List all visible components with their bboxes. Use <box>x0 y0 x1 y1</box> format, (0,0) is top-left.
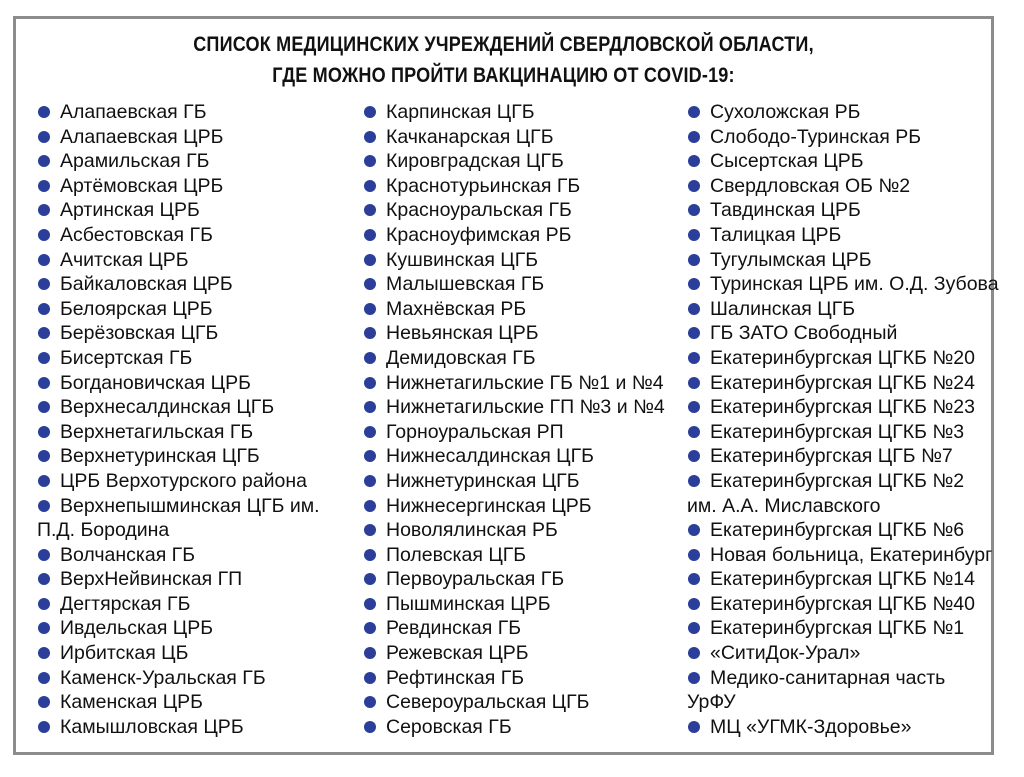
list-item <box>363 592 665 617</box>
list-item <box>363 272 665 297</box>
list-item <box>37 592 320 617</box>
list-frame <box>13 16 999 755</box>
title-line-2: ГДЕ МОЖНО ПРОЙТИ ВАКЦИНАЦИЮ ОТ COVID-19: <box>272 64 735 87</box>
list-item <box>37 666 320 691</box>
bullet-icon <box>688 622 700 634</box>
list-item-label: Краснотурьинская ГБ <box>386 174 581 197</box>
list-item <box>687 321 999 346</box>
list-item-label: Качканарская ЦГБ <box>386 125 554 148</box>
list-item-label: Екатеринбургская ЦГКБ №3 <box>710 420 965 443</box>
bullet-icon <box>38 622 50 634</box>
list-item <box>363 715 665 740</box>
list-item <box>687 518 999 543</box>
bullet-icon <box>38 426 50 438</box>
list-item-label: Нижнесалдинская ЦГБ <box>386 445 594 468</box>
list-item-label: Свердловская ОБ №2 <box>710 174 911 197</box>
list-item-label: Екатеринбургская ЦГКБ №20 <box>710 346 975 369</box>
column-1 <box>37 100 320 739</box>
bullet-icon <box>364 278 376 290</box>
bullet-icon <box>688 573 700 585</box>
bullet-icon <box>364 303 376 315</box>
bullet-icon <box>364 131 376 143</box>
bullet-icon <box>38 450 50 462</box>
list-item-label: Серовская ГБ <box>386 715 512 738</box>
list-item-label: Екатеринбургская ЦГБ №7 <box>710 445 953 468</box>
list-item <box>37 198 320 223</box>
list-item <box>687 395 999 420</box>
list-item-label: Сухоложская РБ <box>710 101 861 123</box>
list-item <box>37 346 320 371</box>
list-item-label: Камышловская ЦРБ <box>60 715 244 738</box>
list-item-label: Волчанская ГБ <box>60 543 196 566</box>
bullet-icon <box>38 131 50 143</box>
list-item <box>363 543 665 568</box>
bullet-icon <box>688 672 700 684</box>
list-item <box>37 100 320 125</box>
list-item-label: Байкаловская ЦРБ <box>60 273 233 296</box>
list-item-label: Сысертская ЦРБ <box>710 150 864 173</box>
list-item <box>687 346 999 371</box>
bullet-icon <box>688 475 700 487</box>
list-item <box>687 272 999 297</box>
bullet-icon <box>688 155 700 167</box>
column-3 <box>687 100 999 739</box>
list-item <box>687 543 999 568</box>
bullet-icon <box>364 229 376 241</box>
list-item <box>37 567 320 592</box>
list-item <box>37 518 320 543</box>
list-item-label: Каменск-Уральская ГБ <box>60 666 266 689</box>
list-item-label: Верхнепышминская ЦГБ им. <box>60 494 320 517</box>
list-item <box>363 149 665 174</box>
list-item-label: Демидовская ГБ <box>386 346 536 369</box>
list-item-label: Ревдинская ГБ <box>386 617 522 640</box>
bullet-icon <box>38 573 50 585</box>
list-item <box>37 469 320 494</box>
bullet-icon <box>38 204 50 216</box>
list-item-label: Нижнетуринская ЦГБ <box>386 469 580 492</box>
title-line-1: СПИСОК МЕДИЦИНСКИХ УЧРЕЖДЕНИЙ СВЕРДЛОВСКОЙ ОБЛАСТИ, <box>193 33 814 56</box>
list-item <box>363 223 665 248</box>
list-item <box>363 444 665 469</box>
bullet-icon <box>688 401 700 413</box>
list-item <box>363 616 665 641</box>
list-item-label: Екатеринбургская ЦГКБ №2 <box>710 469 965 492</box>
bullet-icon <box>364 549 376 561</box>
list-item-label: Ирбитская ЦБ <box>60 642 189 665</box>
list-item <box>687 494 999 519</box>
list-item <box>37 494 320 519</box>
bullet-icon <box>364 475 376 487</box>
list-item-label: Махнёвская РБ <box>386 297 527 320</box>
bullet-icon <box>364 672 376 684</box>
bullet-icon <box>364 721 376 733</box>
list-item <box>37 223 320 248</box>
list-item-label: Рефтинская ГБ <box>386 666 525 689</box>
list-item-label: Ивдельская ЦРБ <box>60 617 214 640</box>
list-item <box>37 174 320 199</box>
list-item <box>363 297 665 322</box>
list-item <box>37 616 320 641</box>
list-item-label: Слободо-Туринская РБ <box>710 125 922 148</box>
list-item <box>363 518 665 543</box>
list-item-label: Горноуральская РП <box>386 420 564 443</box>
list-item-label: Артёмовская ЦРБ <box>60 174 224 197</box>
list-item <box>687 444 999 469</box>
list-item <box>363 690 665 715</box>
list-item <box>37 248 320 273</box>
bullet-icon <box>364 647 376 659</box>
list-item <box>37 272 320 297</box>
bullet-icon <box>688 229 700 241</box>
list-item <box>363 567 665 592</box>
bullet-icon <box>364 622 376 634</box>
list-item-label: Алапаевская ЦРБ <box>60 125 224 148</box>
list-item-label: Верхнетуринская ЦГБ <box>60 445 260 468</box>
bullet-icon <box>38 180 50 192</box>
bullet-icon <box>364 426 376 438</box>
list-item <box>37 420 320 445</box>
bullet-icon <box>364 500 376 512</box>
list-item-label: Алапаевская ГБ <box>60 101 207 123</box>
list-item-label: П.Д. Бородина <box>37 519 170 542</box>
list-item <box>687 100 999 125</box>
list-item <box>363 641 665 666</box>
list-item-label: Верхнетагильская ГБ <box>60 420 254 443</box>
page-title <box>84 29 923 91</box>
bullet-icon <box>364 450 376 462</box>
bullet-icon <box>38 549 50 561</box>
list-item <box>37 297 320 322</box>
bullet-icon <box>364 180 376 192</box>
list-item-label: Полевская ЦГБ <box>386 543 527 566</box>
list-item <box>687 567 999 592</box>
list-item <box>363 395 665 420</box>
list-item-label: Карпинская ЦГБ <box>386 101 535 123</box>
list-item-label: Екатеринбургская ЦГКБ №23 <box>710 396 975 419</box>
bullet-icon <box>38 278 50 290</box>
bullet-icon <box>688 647 700 659</box>
bullet-icon <box>364 352 376 364</box>
bullet-icon <box>688 106 700 118</box>
list-item <box>37 715 320 740</box>
list-item-label: Артинская ЦРБ <box>60 199 200 222</box>
list-item <box>687 371 999 396</box>
bullet-icon <box>38 721 50 733</box>
list-item <box>37 641 320 666</box>
list-item-label: Тугулымская ЦРБ <box>710 248 872 271</box>
bullet-icon <box>688 549 700 561</box>
bullet-icon <box>688 131 700 143</box>
list-item-label: Новая больница, Екатеринбург <box>710 543 993 566</box>
list-item-label: УрФУ <box>687 691 736 714</box>
list-item <box>37 543 320 568</box>
list-item <box>687 641 999 666</box>
list-item-label: Верхнесалдинская ЦГБ <box>60 396 275 419</box>
list-item-label: Нижнетагильские ГБ №1 и №4 <box>386 371 664 394</box>
list-item-label: Туринская ЦРБ им. О.Д. Зубова <box>710 273 999 296</box>
list-item <box>37 149 320 174</box>
bullet-icon <box>364 524 376 536</box>
list-item <box>687 469 999 494</box>
bullet-icon <box>364 598 376 610</box>
list-item <box>37 395 320 420</box>
bullet-icon <box>38 303 50 315</box>
list-item-label: Нижнесергинская ЦРБ <box>386 494 592 517</box>
list-item-label: Екатеринбургская ЦГКБ №6 <box>710 519 965 542</box>
list-item <box>37 444 320 469</box>
list-item-label: ГБ ЗАТО Свободный <box>710 322 898 345</box>
list-item <box>363 100 665 125</box>
bullet-icon <box>688 278 700 290</box>
list-item-label: Богдановичская ЦРБ <box>60 371 251 394</box>
list-item <box>363 346 665 371</box>
list-item-label: ВерхНейвинская ГП <box>60 568 243 591</box>
list-item <box>37 321 320 346</box>
bullet-icon <box>364 327 376 339</box>
list-item-label: Екатеринбургская ЦГКБ №24 <box>710 371 975 394</box>
list-item-label: Малышевская ГБ <box>386 273 545 296</box>
list-item <box>687 715 999 740</box>
list-item-label: Каменская ЦРБ <box>60 691 203 714</box>
list-item-label: Красноуральская ГБ <box>386 199 572 222</box>
bullet-icon <box>688 377 700 389</box>
bullet-icon <box>688 254 700 266</box>
bullet-icon <box>38 475 50 487</box>
list-item-label: Шалинская ЦГБ <box>710 297 856 320</box>
list-item-label: Невьянская ЦРБ <box>386 322 539 345</box>
list-item-label: Кушвинская ЦГБ <box>386 248 539 271</box>
list-item-label: Талицкая ЦРБ <box>710 223 842 246</box>
list-item <box>687 616 999 641</box>
bullet-icon <box>38 598 50 610</box>
list-item-label: Екатеринбургская ЦГКБ №1 <box>710 617 965 640</box>
list-item <box>687 420 999 445</box>
bullet-icon <box>364 254 376 266</box>
list-item-label: Дегтярская ГБ <box>60 592 191 615</box>
bullet-icon <box>688 598 700 610</box>
list-item <box>687 297 999 322</box>
list-item <box>363 420 665 445</box>
list-item-label: Режевская ЦРБ <box>386 642 529 665</box>
list-item <box>363 469 665 494</box>
list-item-label: Белоярская ЦРБ <box>60 297 213 320</box>
list-item-label: «СитиДок-Урал» <box>710 642 861 665</box>
bullet-icon <box>38 229 50 241</box>
list-item <box>363 666 665 691</box>
bullet-icon <box>38 352 50 364</box>
list-item <box>37 690 320 715</box>
list-item <box>363 125 665 150</box>
bullet-icon <box>38 254 50 266</box>
bullet-icon <box>38 672 50 684</box>
bullet-icon <box>688 204 700 216</box>
list-item-label: МЦ «УГМК-Здоровье» <box>710 715 912 738</box>
bullet-icon <box>38 647 50 659</box>
bullet-icon <box>688 450 700 462</box>
list-item-label: Берёзовская ЦГБ <box>60 322 219 345</box>
list-item <box>687 198 999 223</box>
bullet-icon <box>364 696 376 708</box>
list-item-label: Екатеринбургская ЦГКБ №14 <box>710 568 975 591</box>
list-item-label: Новолялинская РБ <box>386 519 558 542</box>
list-item <box>37 371 320 396</box>
list-item <box>363 174 665 199</box>
list-item-label: Тавдинская ЦРБ <box>710 199 861 222</box>
bullet-icon <box>38 500 50 512</box>
list-item-label: ЦРБ Верхотурского района <box>60 469 307 492</box>
list-item-label: Красноуфимская РБ <box>386 223 572 246</box>
list-item <box>687 174 999 199</box>
list-item-label: Нижнетагильские ГП №3 и №4 <box>386 396 665 419</box>
list-item-label: Ачитская ЦРБ <box>60 248 189 271</box>
bullet-icon <box>38 377 50 389</box>
list-item-label: Кировградская ЦГБ <box>386 150 564 173</box>
bullet-icon <box>38 106 50 118</box>
bullet-icon <box>364 401 376 413</box>
list-item-label: им. А.А. Миславского <box>687 494 881 517</box>
bullet-icon <box>364 377 376 389</box>
bullet-icon <box>688 721 700 733</box>
bullet-icon <box>38 155 50 167</box>
bullet-icon <box>688 524 700 536</box>
list-item-label: Екатеринбургская ЦГКБ №40 <box>710 592 975 615</box>
bullet-icon <box>38 401 50 413</box>
list-item-label: Бисертская ГБ <box>60 346 193 369</box>
bullet-icon <box>688 426 700 438</box>
bullet-icon <box>688 303 700 315</box>
list-item <box>37 125 320 150</box>
bullet-icon <box>38 327 50 339</box>
list-item <box>687 248 999 273</box>
bullet-icon <box>364 573 376 585</box>
list-item <box>363 248 665 273</box>
list-item <box>363 198 665 223</box>
list-item <box>363 321 665 346</box>
list-item-label: Первоуральская ГБ <box>386 568 565 591</box>
list-item <box>687 592 999 617</box>
list-item <box>687 125 999 150</box>
list-item-label: Асбестовская ГБ <box>60 223 213 246</box>
list-item <box>687 666 999 691</box>
list-item <box>687 690 999 715</box>
list-item <box>687 149 999 174</box>
bullet-icon <box>688 327 700 339</box>
list-item-label: Медико-санитарная часть <box>710 666 946 689</box>
bullet-icon <box>38 696 50 708</box>
list-item-label: Пышминская ЦРБ <box>386 592 551 615</box>
list-item-label: Североуральская ЦГБ <box>386 691 590 714</box>
list-item <box>687 223 999 248</box>
bullet-icon <box>688 352 700 364</box>
column-2 <box>363 100 665 739</box>
list-item-label: Арамильская ГБ <box>60 150 210 173</box>
bullet-icon <box>364 155 376 167</box>
list-item <box>363 371 665 396</box>
list-item <box>363 494 665 519</box>
bullet-icon <box>688 180 700 192</box>
bullet-icon <box>364 106 376 118</box>
bullet-icon <box>364 204 376 216</box>
